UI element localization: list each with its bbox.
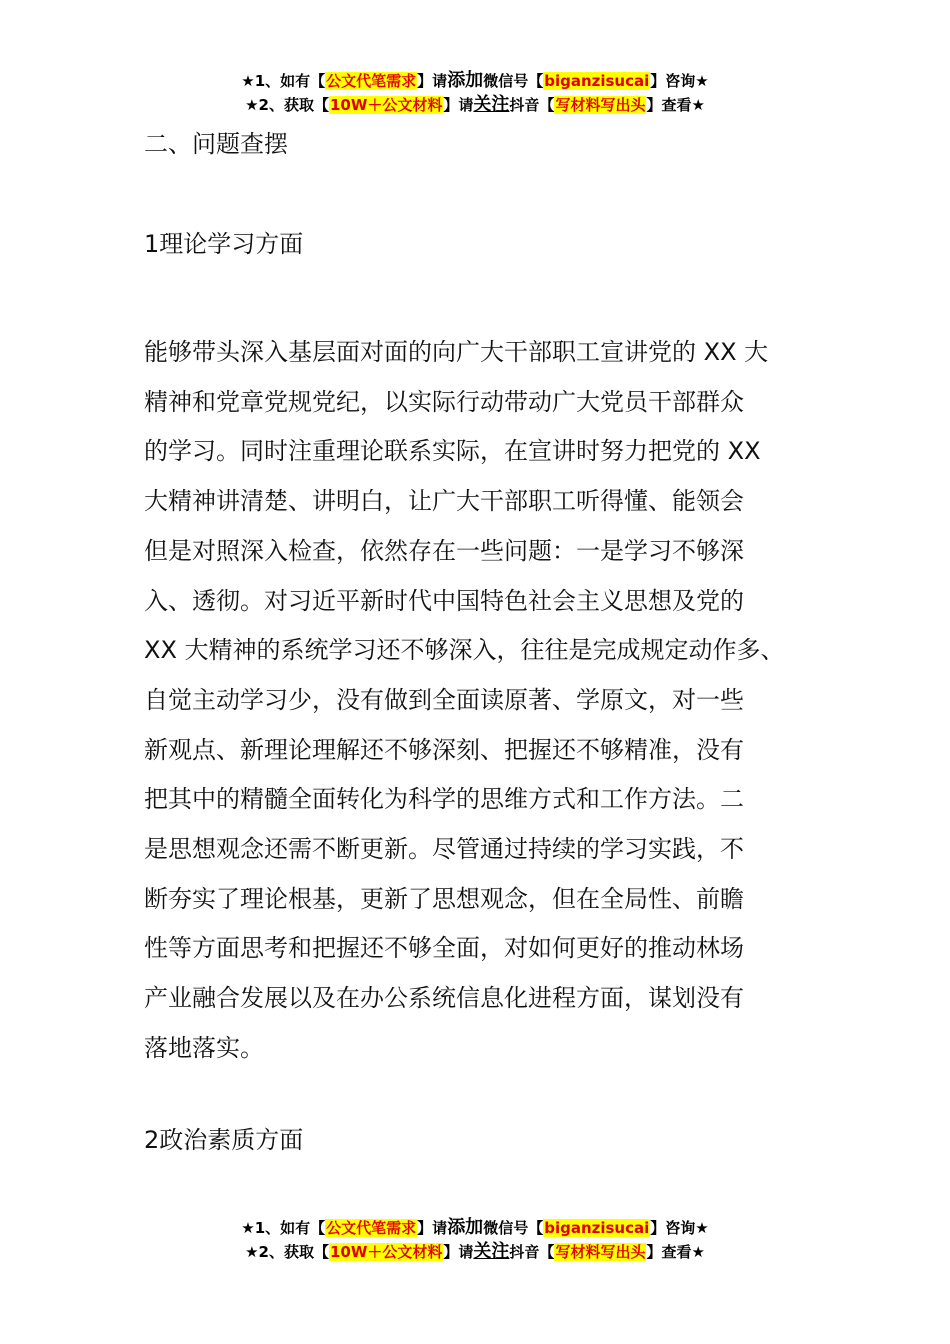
paragraph-line: 但是对照深入检查，依然存在一些问题：一是学习不够深	[144, 536, 744, 565]
paragraph-line: 性等方面思考和把握还不够全面，对如何更好的推动林场	[144, 934, 744, 963]
promo-highlight: 公文代笔需求	[326, 72, 417, 90]
promo-highlight: 10W＋公文材料	[329, 1243, 443, 1261]
subsection-heading-2: 2政治素质方面	[144, 1126, 304, 1154]
promo-line-2: ★2、获取【10W＋公文材料】请关注抖音【写材料写出头】查看★	[245, 94, 705, 115]
promo-line-1: ★1、如有【公文代笔需求】请添加微信号【biganzisucai】咨询★	[241, 70, 709, 91]
body-paragraph	[144, 328, 844, 1074]
subsection-heading-1: 1理论学习方面	[144, 230, 304, 258]
promo-line-1: ★1、如有【公文代笔需求】请添加微信号【biganzisucai】咨询★	[241, 1217, 709, 1238]
paragraph-line: 精神和党章党规党纪，以实际行动带动广大党员干部群众	[144, 387, 744, 416]
promo-highlight: 10W＋公文材料	[329, 96, 443, 114]
section-title: 二、问题查摆	[144, 130, 288, 158]
paragraph-line: 能够带头深入基层面对面的向广大干部职工宣讲党的 XX 大	[144, 338, 769, 366]
paragraph-line: 把其中的精髓全面转化为科学的思维方式和工作方法。二	[144, 785, 744, 814]
footer-promo-banner	[0, 1216, 950, 1264]
wechat-id: biganzisucai	[544, 1219, 650, 1237]
wechat-id: biganzisucai	[544, 72, 650, 90]
paragraph-line: 是思想观念还需不断更新。尽管通过持续的学习实践，不	[144, 835, 744, 864]
douyin-account: 写材料写出头	[555, 1243, 646, 1261]
paragraph-line: 的学习。同时注重理论联系实际，在宣讲时努力把党的 XX	[144, 437, 761, 466]
paragraph-line: 断夯实了理论根基，更新了思想观念，但在全局性、前瞻	[144, 884, 744, 913]
promo-line-2: ★2、获取【10W＋公文材料】请关注抖音【写材料写出头】查看★	[245, 1241, 705, 1262]
paragraph-line: 产业融合发展以及在办公系统信息化进程方面，谋划没有	[144, 984, 744, 1013]
paragraph-line: 入、透彻。对习近平新时代中国特色社会主义思想及党的	[144, 586, 744, 615]
header-promo-banner	[0, 69, 950, 117]
paragraph-line: 落地落实。	[144, 1033, 264, 1062]
paragraph-line: 大精神讲清楚、讲明白，让广大干部职工听得懂、能领会	[144, 487, 744, 516]
paragraph-line: 自觉主动学习少，没有做到全面读原著、学原文，对一些	[144, 685, 744, 714]
paragraph-line: 新观点、新理论理解还不够深刻、把握还不够精准，没有	[144, 735, 744, 764]
promo-highlight: 公文代笔需求	[326, 1219, 417, 1237]
douyin-account: 写材料写出头	[555, 96, 646, 114]
paragraph-line: XX 大精神的系统学习还不够深入，往往是完成规定动作多、	[144, 636, 785, 665]
